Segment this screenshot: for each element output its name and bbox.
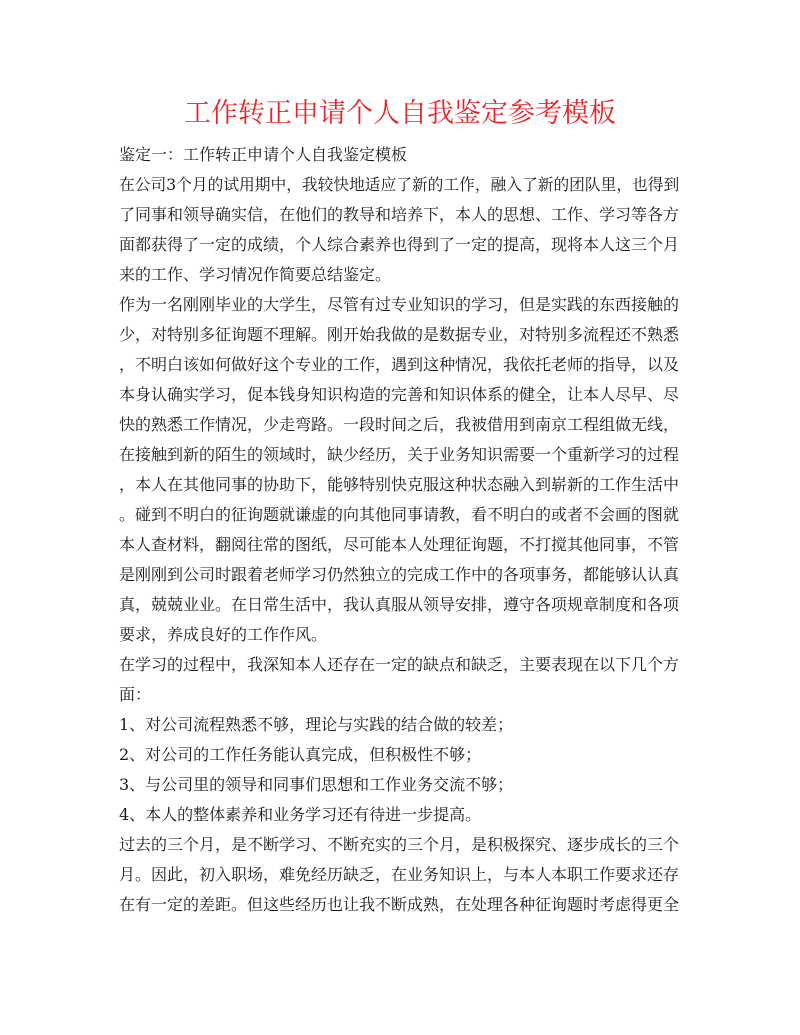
text-line: 。碰到不明白的征询题就谦虚的向其他同事请教，看不明白的或者不会画的图就	[119, 505, 680, 524]
text-line: 本身认确实学习，促本钱身知识构造的完善和知识体系的健全，让本人尽早、尽	[119, 385, 680, 404]
text-line: 3、与公司里的领导和同事们思想和工作业务交流不够；	[119, 775, 514, 794]
document-title: 工作转正申请个人自我鉴定参考模板	[184, 98, 616, 129]
text-line: 4、本人的整体素养和业务学习还有待进一步提高。	[119, 805, 482, 824]
text-line: 在公司3个月的试用期中，我较快地适应了新的工作，融入了新的团队里，也得到	[119, 175, 680, 194]
text-line: 在有一定的差距。但这些经历也让我不断成熟，在处理各种征询题时考虑得更全	[119, 895, 680, 914]
document-body	[119, 140, 679, 920]
text-line: 面：	[119, 685, 152, 704]
text-line: 是刚刚到公司时跟着老师学习仍然独立的完成工作中的各项事务，都能够认认真	[119, 565, 680, 584]
text-line: 1、对公司流程熟悉不够，理论与实践的结合做的较差；	[119, 715, 514, 734]
text-line: ，不明白该如何做好这个专业的工作，遇到这种情况，我依托老师的指导，以及	[119, 355, 680, 374]
text-line: 要求，养成良好的工作作风。	[119, 625, 328, 644]
text-line: 2、对公司的工作任务能认真完成，但积极性不够；	[119, 745, 482, 764]
text-line: 鉴定一：工作转正申请个人自我鉴定模板	[119, 145, 408, 164]
text-line: 过去的三个月，是不断学习、不断充实的三个月，是积极探究、逐步成长的三个	[119, 835, 680, 854]
text-line: ，本人在其他同事的协助下，能够特别快克服这种状态融入到崭新的工作生活中	[119, 475, 680, 494]
text-line: 真，兢兢业业。在日常生活中，我认真服从领导安排，遵守各项规章制度和各项	[119, 595, 680, 614]
text-line: 少，对特别多征询题不理解。刚开始我做的是数据专业，对特别多流程还不熟悉	[119, 325, 680, 344]
text-line: 本人查材料，翻阅往常的图纸，尽可能本人处理征询题，不打搅其他同事，不管	[119, 535, 680, 554]
text-line: 面都获得了一定的成绩，个人综合素养也得到了一定的提高，现将本人这三个月	[119, 235, 680, 254]
text-line: 作为一名刚刚毕业的大学生，尽管有过专业知识的学习，但是实践的东西接触的	[119, 295, 680, 314]
text-line: 月。因此，初入职场，难免经历缺乏，在业务知识上，与本人本职工作要求还存	[119, 865, 680, 884]
text-line: 在学习的过程中，我深知本人还存在一定的缺点和缺乏，主要表现在以下几个方	[119, 655, 680, 674]
text-line: 了同事和领导确实信，在他们的教导和培养下，本人的思想、工作、学习等各方	[119, 205, 680, 224]
text-line: 快的熟悉工作情况，少走弯路。一段时间之后，我被借用到南京工程组做无线，	[119, 415, 680, 434]
text-line: 来的工作、学习情况作简要总结鉴定。	[119, 265, 392, 284]
text-line: 在接触到新的陌生的领域时，缺少经历，关于业务知识需要一个重新学习的过程	[119, 445, 680, 464]
